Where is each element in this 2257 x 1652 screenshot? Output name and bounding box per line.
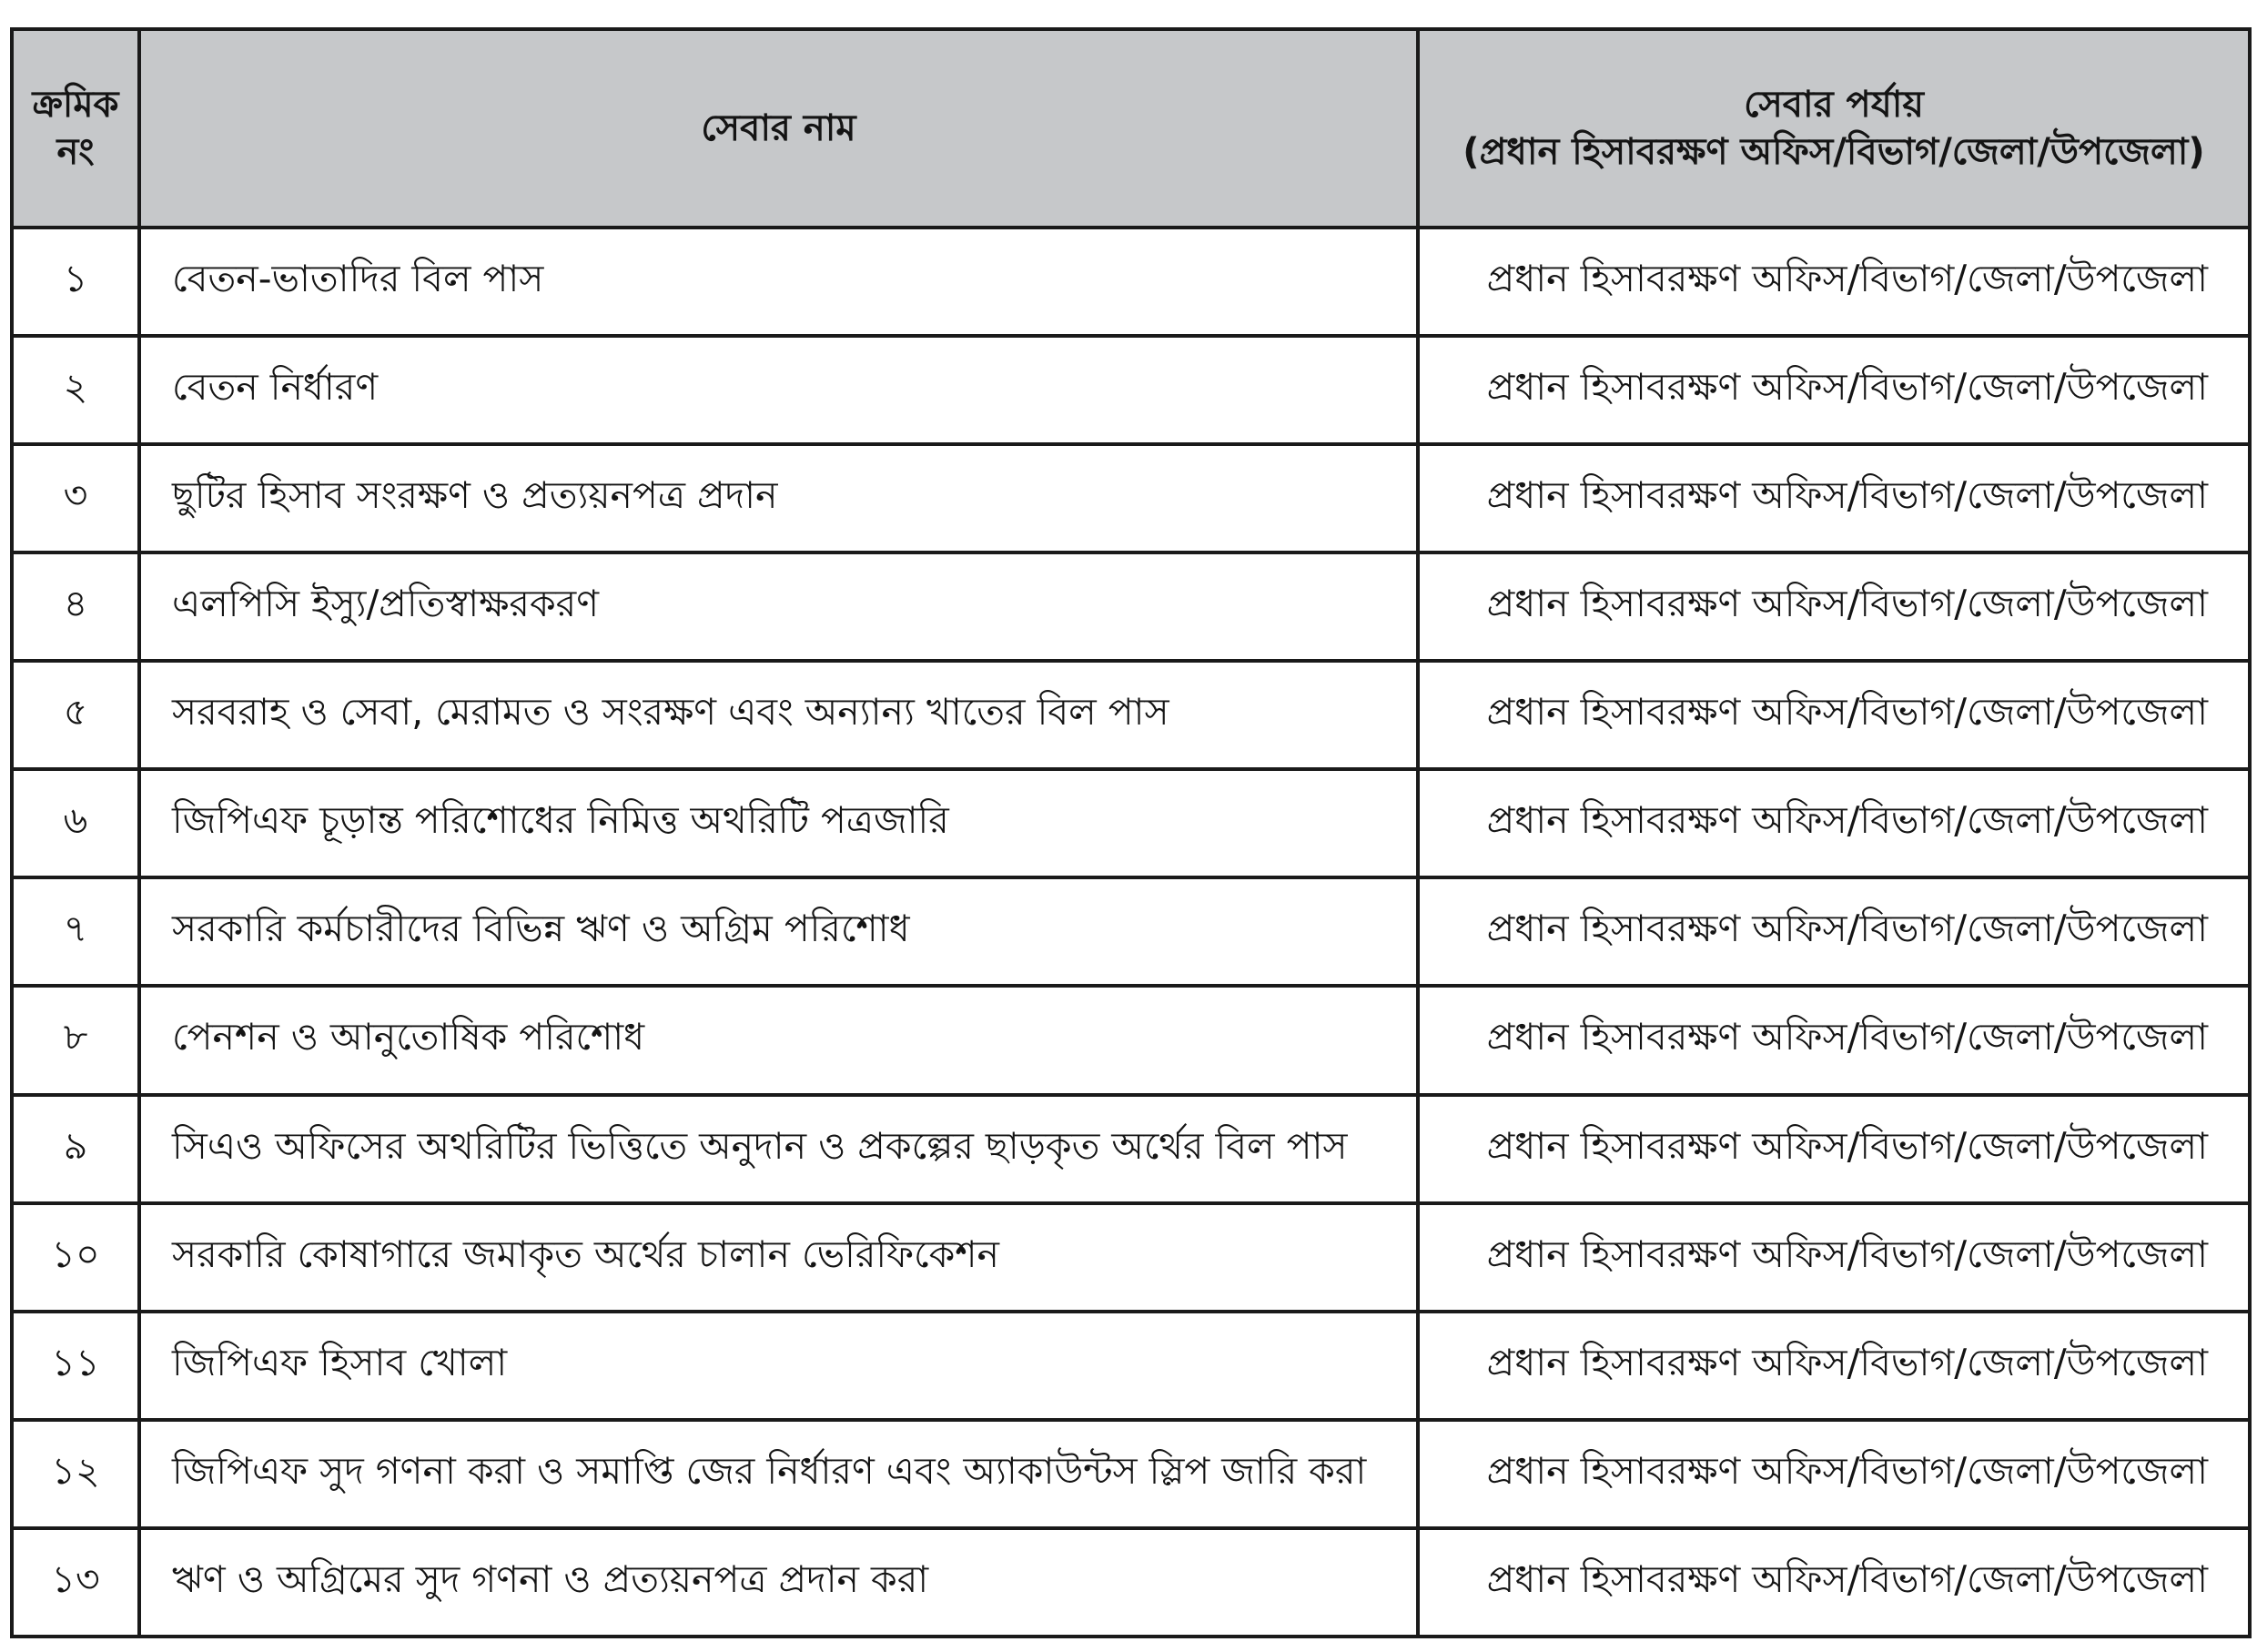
- service-level-cell: প্রধান হিসাবরক্ষণ অফিস/বিভাগ/জেলা/উপজেলা: [1418, 1528, 2250, 1637]
- table-body: [12, 228, 2250, 1637]
- service-name-cell: জিপিএফ সুদ গণনা করা ও সমাপ্তি জের নির্ধারণ এবং অ্যাকাউন্টস স্লিপ জারি করা: [139, 1420, 1418, 1528]
- service-name-cell: সরকারি কোষাগারে জমাকৃত অর্থের চালান ভেরিফিকেশন: [139, 1203, 1418, 1312]
- service-level-header: [1418, 29, 2250, 228]
- serial-cell: ১: [12, 228, 139, 336]
- serial-cell: ১১: [12, 1312, 139, 1420]
- table-row: [12, 336, 2250, 444]
- table-row: [12, 1420, 2250, 1528]
- service-name-cell: বেতন-ভাতাদির বিল পাস: [139, 228, 1418, 336]
- service-name-cell: বেতন নির্ধারণ: [139, 336, 1418, 444]
- table-row: [12, 1203, 2250, 1312]
- service-level-cell: প্রধান হিসাবরক্ষণ অফিস/বিভাগ/জেলা/উপজেলা: [1418, 1420, 2250, 1528]
- table-row: [12, 1095, 2250, 1203]
- table-row: [12, 1528, 2250, 1637]
- serial-cell: ১০: [12, 1203, 139, 1312]
- service-name-cell: জিপিএফ হিসাব খোলা: [139, 1312, 1418, 1420]
- serial-cell: ১৩: [12, 1528, 139, 1637]
- service-name-cell: জিপিএফ চূড়ান্ত পরিশোধের নিমিত্ত অথরিটি পত্রজারি: [139, 769, 1418, 877]
- service-name-cell: সরকারি কর্মচারীদের বিভিন্ন ঋণ ও অগ্রিম পরিশোধ: [139, 877, 1418, 986]
- service-name-header-text: সেবার নাম: [701, 107, 856, 149]
- table-row: [12, 986, 2250, 1094]
- serial-cell: ৯: [12, 1095, 139, 1203]
- service-name-cell: পেনশন ও আনুতোষিক পরিশোধ: [139, 986, 1418, 1094]
- service-level-cell: প্রধান হিসাবরক্ষণ অফিস/বিভাগ/জেলা/উপজেলা: [1418, 228, 2250, 336]
- service-name-cell: ছুটির হিসাব সংরক্ষণ ও প্রত্যয়নপত্র প্রদান: [139, 444, 1418, 552]
- service-level-cell: প্রধান হিসাবরক্ষণ অফিস/বিভাগ/জেলা/উপজেলা: [1418, 444, 2250, 552]
- service-level-cell: প্রধান হিসাবরক্ষণ অফিস/বিভাগ/জেলা/উপজেলা: [1418, 1312, 2250, 1420]
- table-row: [12, 552, 2250, 661]
- services-document: [10, 27, 2248, 1638]
- service-level-cell: প্রধান হিসাবরক্ষণ অফিস/বিভাগ/জেলা/উপজেলা: [1418, 336, 2250, 444]
- service-name-cell: সরবরাহ ও সেবা, মেরামত ও সংরক্ষণ এবং অন্যান্য খাতের বিল পাস: [139, 661, 1418, 769]
- service-name-cell: ঋণ ও অগ্রিমের সুদ গণনা ও প্রত্যয়নপত্র প্রদান করা: [139, 1528, 1418, 1637]
- serial-cell: ২: [12, 336, 139, 444]
- table-row: [12, 877, 2250, 986]
- service-level-cell: প্রধান হিসাবরক্ষণ অফিস/বিভাগ/জেলা/উপজেলা: [1418, 1095, 2250, 1203]
- service-level-header-line-1: সেবার পর্যায়: [1744, 84, 1924, 126]
- table-row: [12, 228, 2250, 336]
- serial-cell: ৭: [12, 877, 139, 986]
- service-name-cell: সিএও অফিসের অথরিটির ভিত্তিতে অনুদান ও প্রকল্পের ছাড়কৃত অর্থের বিল পাস: [139, 1095, 1418, 1203]
- serial-cell: ১২: [12, 1420, 139, 1528]
- serial-cell: ৮: [12, 986, 139, 1094]
- serial-header-line-1: ক্রমিক: [32, 84, 119, 126]
- service-level-cell: প্রধান হিসাবরক্ষণ অফিস/বিভাগ/জেলা/উপজেলা: [1418, 661, 2250, 769]
- service-level-cell: প্রধান হিসাবরক্ষণ অফিস/বিভাগ/জেলা/উপজেলা: [1418, 769, 2250, 877]
- serial-header-line-2: নং: [56, 131, 95, 173]
- table-row: [12, 661, 2250, 769]
- service-name-header: [139, 29, 1418, 228]
- table-row: [12, 769, 2250, 877]
- serial-cell: ৫: [12, 661, 139, 769]
- services-table: [10, 27, 2252, 1638]
- table-row: [12, 1312, 2250, 1420]
- service-name-cell: এলপিসি ইস্যু/প্রতিস্বাক্ষরকরণ: [139, 552, 1418, 661]
- serial-header: [12, 29, 139, 228]
- serial-cell: ৩: [12, 444, 139, 552]
- service-level-cell: প্রধান হিসাবরক্ষণ অফিস/বিভাগ/জেলা/উপজেলা: [1418, 552, 2250, 661]
- service-level-cell: প্রধান হিসাবরক্ষণ অফিস/বিভাগ/জেলা/উপজেলা: [1418, 877, 2250, 986]
- service-level-cell: প্রধান হিসাবরক্ষণ অফিস/বিভাগ/জেলা/উপজেলা: [1418, 986, 2250, 1094]
- service-level-cell: প্রধান হিসাবরক্ষণ অফিস/বিভাগ/জেলা/উপজেলা: [1418, 1203, 2250, 1312]
- table-header: [12, 29, 2250, 228]
- serial-cell: ৪: [12, 552, 139, 661]
- serial-cell: ৬: [12, 769, 139, 877]
- table-row: [12, 444, 2250, 552]
- header-row: [12, 29, 2250, 228]
- service-level-header-line-2: (প্রধান হিসাবরক্ষণ অফিস/বিভাগ/জেলা/উপজেলা): [1462, 131, 2205, 173]
